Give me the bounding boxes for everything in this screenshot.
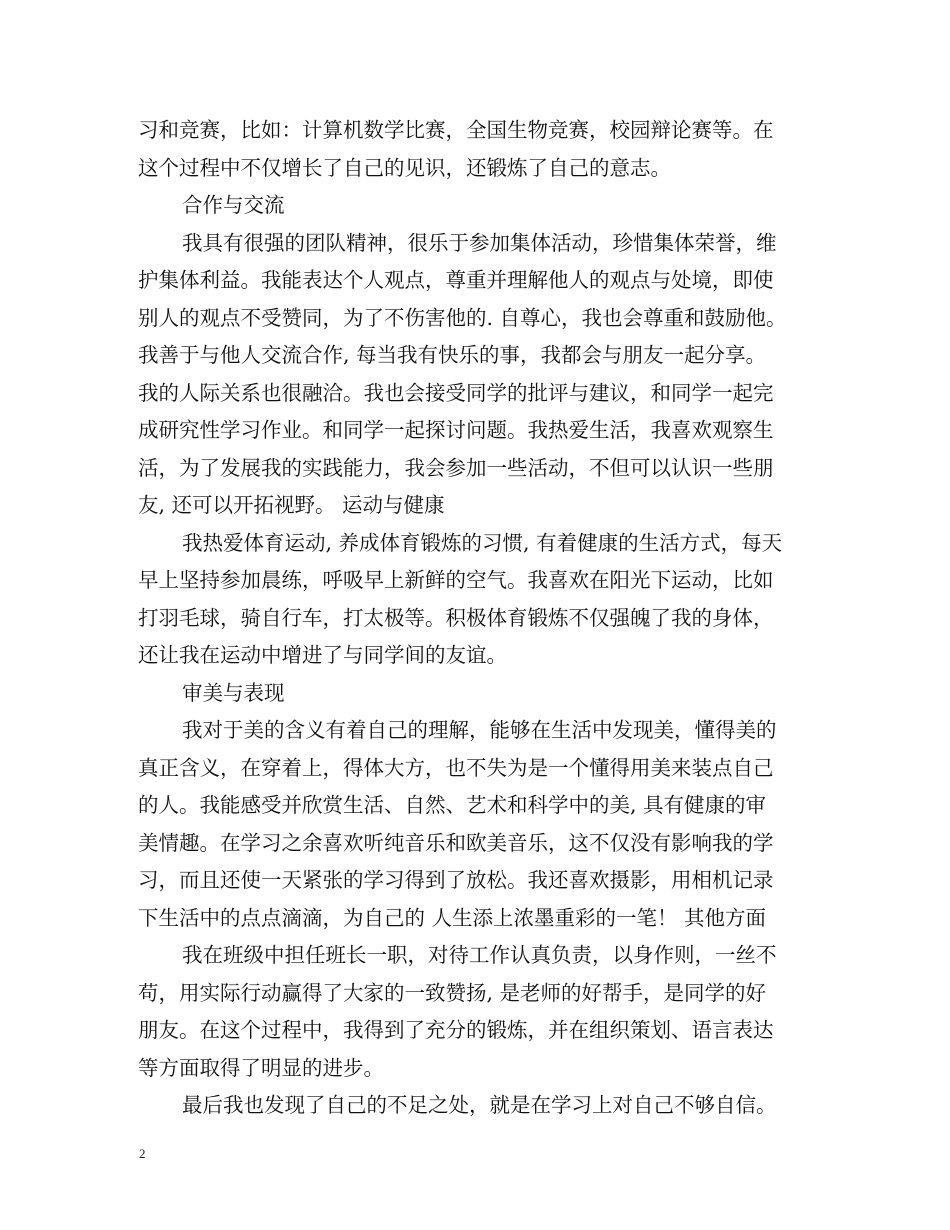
- text-line: 我对于美的含义有着自己的理解，能够在生活中发现美，懂得美的: [182, 718, 777, 742]
- text-line: 朋友。在这个过程中，我得到了充分的锻炼，并在组织策划、语言表达: [138, 1018, 774, 1042]
- text-line: 真正含义，在穿着上，得体大方，也不失为是一个懂得用美来装点自己: [138, 755, 774, 780]
- section-heading: 合作与交流: [182, 193, 285, 217]
- text-line: 苟，用实际行动赢得了大家的一致赞扬, 是老师的好帮手，是同学的好: [138, 980, 767, 1005]
- text-line: 的人。我能感受并欣赏生活、自然、艺术和科学中的美, 具有健康的审: [138, 793, 767, 817]
- body-text: [138, 112, 828, 1125]
- text-line: 习和竞赛，比如：计算机数学比赛，全国生物竞赛，校园辩论赛等。在: [138, 118, 774, 142]
- text-line: 还让我在运动中增进了与同学间的友谊。: [138, 643, 507, 667]
- page-number: 2: [139, 1146, 146, 1161]
- text-line: 早上坚持参加晨练，呼吸早上新鲜的空气。我喜欢在阳光下运动，比如: [138, 568, 774, 592]
- text-line: 成研究性学习作业。和同学一起探讨问题。我热爱生活，我喜欢观察生: [138, 418, 774, 442]
- text-line: 护集体利益。我能表达个人观点，尊重并理解他人的观点与处境，即使: [138, 268, 774, 292]
- section-heading: 审美与表现: [182, 680, 285, 705]
- text-line: 我热爱体育运动, 养成体育锻炼的习惯, 有着健康的生活方式，每天: [182, 530, 783, 555]
- text-line: 等方面取得了明显的进步。: [138, 1055, 384, 1080]
- text-line: 我善于与他人交流合作, 每当我有快乐的事，我都会与朋友一起分享。: [138, 343, 767, 367]
- text-line: 这个过程中不仅增长了自己的见识，还锻炼了自己的意志。: [138, 155, 671, 180]
- text-line: 美情趣。在学习之余喜欢听纯音乐和欧美音乐，这不仅没有影响我的学: [138, 830, 774, 855]
- text-line: 我具有很强的团队精神，很乐于参加集体活动，珍惜集体荣誉，维: [182, 230, 777, 255]
- text-line: 习，而且还使一天紧张的学习得到了放松。我还喜欢摄影，用相机记录: [138, 868, 774, 892]
- text-line: 我在班级中担任班长一职，对待工作认真负责，以身作则，一丝不: [182, 943, 777, 967]
- text-line: 最后我也发现了自己的不足之处，就是在学习上对自己不够自信。: [182, 1093, 777, 1117]
- text-line: 活，为了发展我的实践能力，我会参加一些活动，不但可以认识一些朋: [138, 455, 774, 480]
- text-line: 友, 还可以开拓视野。 运动与健康: [138, 493, 445, 517]
- text-line: 打羽毛球，骑自行车，打太极等。积极体育锻炼不仅强魄了我的身体，: [138, 605, 774, 630]
- text-line: 我的人际关系也很融洽。我也会接受同学的批评与建议，和同学一起完: [138, 380, 774, 405]
- text-line: 下生活中的点点滴滴，为自己的 人生添上浓墨重彩的一笔！ 其他方面: [138, 905, 767, 930]
- text-line: 别人的观点不受赞同，为了不伤害他的. 自尊心，我也会尊重和鼓励他。: [138, 305, 787, 330]
